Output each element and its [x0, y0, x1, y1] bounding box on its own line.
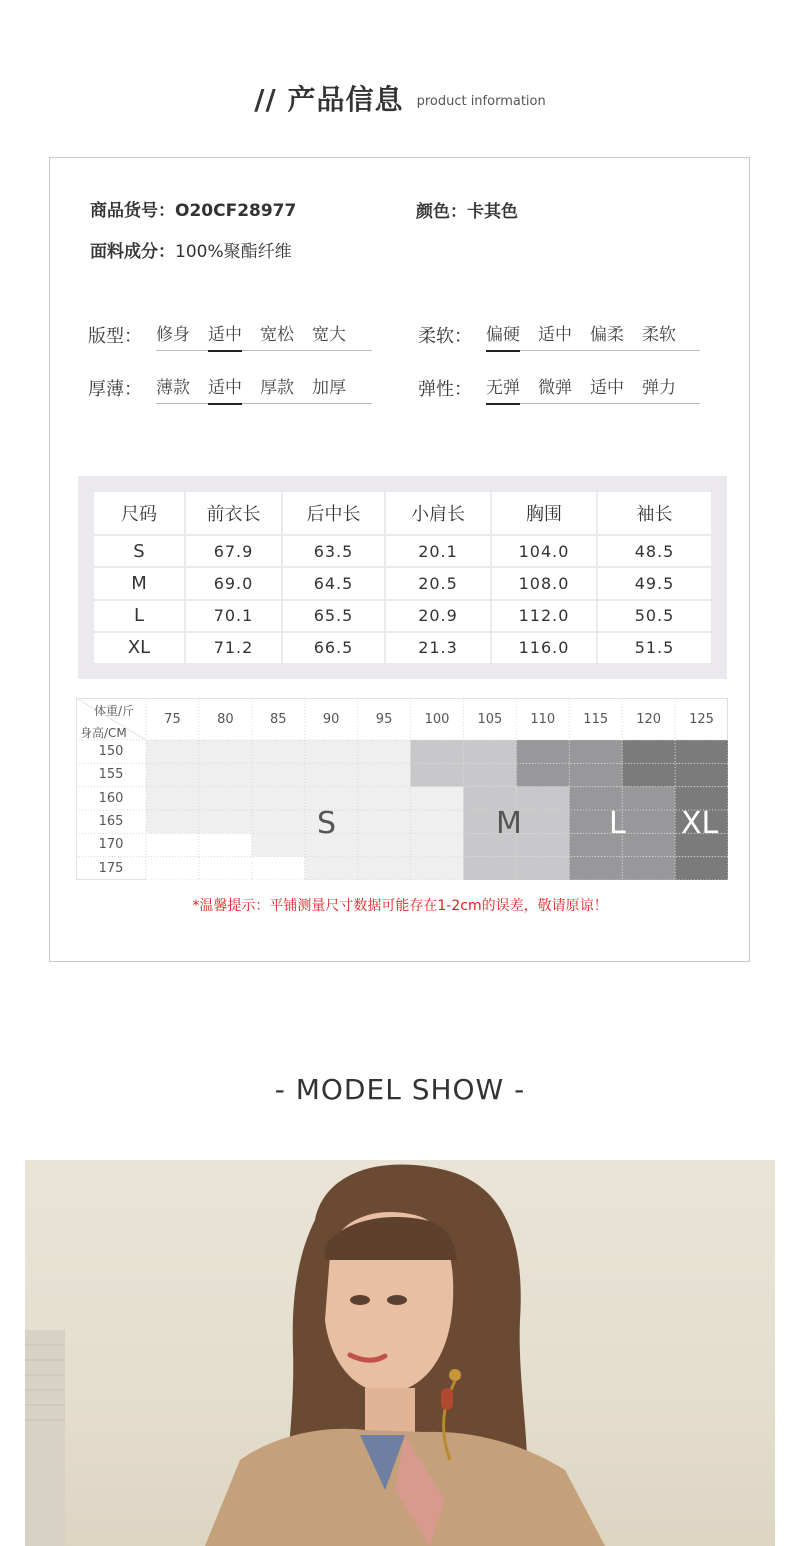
- attr-thickness-option: 加厚: [312, 378, 346, 398]
- size-table: [92, 490, 713, 665]
- measure-cell: 65.5: [282, 600, 385, 632]
- weight-label: 75: [164, 712, 181, 727]
- height-label: 155: [98, 767, 124, 783]
- attr-elasticity-label: 弹性：: [418, 379, 472, 400]
- weight-label: 95: [375, 712, 393, 727]
- weight-label: 110: [530, 712, 556, 727]
- zone-label-xl: XL: [681, 806, 719, 841]
- grid-cell-empty: [252, 857, 305, 880]
- height-label: 175: [98, 860, 124, 876]
- grid-cell-m: [516, 857, 569, 880]
- size-table-header: 胸围: [491, 491, 597, 535]
- color-value: 卡其色: [467, 202, 518, 222]
- grid-cell-l: [569, 857, 622, 880]
- size-recommendation-grid: [76, 698, 728, 880]
- page-subtitle: product information: [416, 94, 546, 109]
- grid-cell-m: [463, 857, 516, 880]
- grid-cell-l: [622, 787, 675, 810]
- grid-cell-s: [305, 740, 358, 763]
- sku-label: 商品货号：: [90, 201, 175, 221]
- grid-cell-s: [146, 763, 199, 786]
- grid-corner-weight: 体重/斤: [94, 704, 135, 718]
- measure-cell: 116.0: [491, 632, 597, 664]
- section-title: [0, 78, 800, 118]
- attr-thickness-label: 厚薄：: [88, 379, 142, 400]
- weight-label: 90: [322, 712, 340, 727]
- model-show-title: - MODEL SHOW -: [274, 1073, 526, 1106]
- size-table-header-row: [93, 491, 712, 535]
- model-photo: [25, 1160, 775, 1546]
- grid-cell-s: [252, 833, 305, 856]
- size-table-header: 袖长: [597, 491, 712, 535]
- attr-fit-label: 版型：: [88, 326, 142, 347]
- grid-cell-m: [516, 833, 569, 856]
- size-table-header: 小肩长: [385, 491, 491, 535]
- size-cell: L: [93, 600, 185, 632]
- grid-cell-s: [146, 810, 199, 833]
- attr-thickness-option-selected: 适中: [208, 377, 260, 399]
- measurement-notice: *温馨提示：平铺测量尺寸数据可能存在1-2cm的误差，敬请原谅！: [192, 898, 608, 914]
- attr-fit: [88, 324, 372, 351]
- attr-softness-options: [486, 324, 700, 351]
- measure-cell: 20.9: [385, 600, 491, 632]
- grid-cell-empty: [146, 857, 199, 880]
- weight-label: 85: [269, 712, 287, 727]
- attr-fit-option-selected: 适中: [208, 324, 260, 346]
- fabric-value: 100%聚酯纤维: [175, 242, 292, 262]
- measure-cell: 21.3: [385, 632, 491, 664]
- size-table-header: 前衣长: [185, 491, 282, 535]
- weight-label: 105: [477, 712, 503, 727]
- grid-cell-s: [199, 787, 252, 810]
- attr-softness-option: 柔软: [642, 325, 676, 345]
- height-label: 165: [98, 814, 124, 829]
- grid-cell-l: [516, 740, 569, 763]
- fabric-row: [90, 237, 292, 262]
- grid-cell-l: [622, 833, 675, 856]
- weight-label: 115: [583, 712, 609, 727]
- table-row: [93, 632, 712, 664]
- color-row: [416, 197, 518, 222]
- height-label: 150: [98, 744, 124, 759]
- grid-cell-m: [411, 740, 464, 763]
- height-label: 160: [98, 790, 124, 806]
- grid-cell-m: [463, 740, 516, 763]
- attr-thickness: [88, 377, 372, 404]
- grid-cell-s: [305, 763, 358, 786]
- measure-cell: 49.5: [597, 567, 712, 599]
- zone-label-l: L: [609, 806, 626, 841]
- grid-cell-s: [252, 740, 305, 763]
- attr-fit-option: 宽大: [312, 325, 346, 345]
- grid-cell-s: [358, 740, 411, 763]
- earring-icon: [449, 1369, 461, 1381]
- grid-cell-s: [252, 787, 305, 810]
- grid-cell-l: [569, 763, 622, 786]
- attr-thickness-option: 厚款: [260, 378, 294, 398]
- size-cell: S: [93, 535, 185, 567]
- grid-cell-s: [252, 763, 305, 786]
- attr-elasticity-option: 微弹: [538, 378, 572, 398]
- grid-cell-xl: [622, 763, 675, 786]
- grid-cell-m: [463, 763, 516, 786]
- attr-fit-option: 宽松: [260, 325, 294, 345]
- attr-elasticity-option-selected: 无弹: [486, 377, 538, 399]
- attr-fit-option: 修身: [156, 325, 190, 345]
- page-title: // 产品信息: [254, 83, 404, 116]
- fabric-label: 面料成分：: [90, 242, 175, 262]
- attr-elasticity: [418, 377, 700, 404]
- measure-cell: 69.0: [185, 567, 282, 599]
- grid-cell-s: [358, 763, 411, 786]
- attr-elasticity-option: 弹力: [642, 378, 676, 398]
- weight-label: 100: [424, 712, 450, 727]
- grid-cell-m: [516, 787, 569, 810]
- measure-cell: 112.0: [491, 600, 597, 632]
- attr-elasticity-option: 适中: [590, 378, 624, 398]
- size-table-frame: [78, 476, 727, 679]
- grid-cell-s: [305, 857, 358, 880]
- grid-cell-s: [252, 810, 305, 833]
- measure-cell: 104.0: [491, 535, 597, 567]
- grid-cell-xl: [675, 740, 728, 763]
- grid-cell-m: [516, 810, 569, 833]
- model-photo-illustration: [25, 1160, 775, 1546]
- measure-cell: 50.5: [597, 600, 712, 632]
- size-cell: XL: [93, 632, 185, 664]
- height-label: 170: [98, 837, 124, 853]
- attr-fit-options: [156, 324, 372, 351]
- grid-cell-xl: [675, 857, 728, 880]
- grid-cell-s: [358, 833, 411, 856]
- zone-label-m: M: [496, 806, 522, 841]
- measure-cell: 71.2: [185, 632, 282, 664]
- grid-corner-height: 身高/CM: [80, 726, 127, 740]
- sku-value: O20CF28977: [175, 201, 297, 221]
- attr-thickness-options: [156, 377, 372, 404]
- table-row: [93, 600, 712, 632]
- size-cell: M: [93, 567, 185, 599]
- measure-cell: 70.1: [185, 600, 282, 632]
- grid-cell-s: [358, 787, 411, 810]
- grid-cell-empty: [199, 857, 252, 880]
- measure-cell: 20.5: [385, 567, 491, 599]
- grid-cell-s: [199, 740, 252, 763]
- measure-cell: 66.5: [282, 632, 385, 664]
- measure-cell: 64.5: [282, 567, 385, 599]
- grid-cell-s: [411, 787, 464, 810]
- grid-cell-empty: [199, 833, 252, 856]
- grid-cell-s: [358, 857, 411, 880]
- grid-cell-m: [411, 763, 464, 786]
- color-label: 颜色：: [416, 202, 467, 222]
- grid-cell-s: [358, 810, 411, 833]
- grid-cell-s: [146, 740, 199, 763]
- weight-label: 80: [217, 712, 234, 727]
- grid-cell-s: [199, 810, 252, 833]
- grid-cell-l: [622, 857, 675, 880]
- weight-label: 120: [636, 712, 662, 727]
- grid-cell-xl: [622, 740, 675, 763]
- attr-softness: [418, 324, 700, 351]
- window-blind: [25, 1330, 65, 1546]
- attr-softness-option-selected: 偏硬: [486, 324, 538, 346]
- attr-thickness-option: 薄款: [156, 378, 190, 398]
- grid-cell-s: [199, 763, 252, 786]
- attr-softness-option: 偏柔: [590, 325, 624, 345]
- grid-cell-l: [516, 763, 569, 786]
- attr-softness-option: 适中: [538, 325, 572, 345]
- grid-cell-xl: [675, 763, 728, 786]
- grid-cell-l: [622, 810, 675, 833]
- grid-cell-l: [569, 740, 622, 763]
- table-row: [93, 567, 712, 599]
- grid-cell-s: [146, 787, 199, 810]
- measure-cell: 63.5: [282, 535, 385, 567]
- grid-cell-s: [411, 857, 464, 880]
- size-table-header: 尺码: [93, 491, 185, 535]
- size-table-header: 后中长: [282, 491, 385, 535]
- measure-cell: 48.5: [597, 535, 712, 567]
- measure-cell: 51.5: [597, 632, 712, 664]
- attr-softness-label: 柔软：: [418, 326, 472, 347]
- measure-cell: 20.1: [385, 535, 491, 567]
- zone-label-s: S: [317, 806, 337, 841]
- grid-cell-s: [411, 833, 464, 856]
- table-row: [93, 535, 712, 567]
- attr-elasticity-options: [486, 377, 700, 404]
- grid-cell-s: [411, 810, 464, 833]
- grid-cell-empty: [146, 833, 199, 856]
- sku-row: [90, 196, 296, 221]
- measure-cell: 67.9: [185, 535, 282, 567]
- measure-cell: 108.0: [491, 567, 597, 599]
- weight-label: 125: [689, 712, 714, 727]
